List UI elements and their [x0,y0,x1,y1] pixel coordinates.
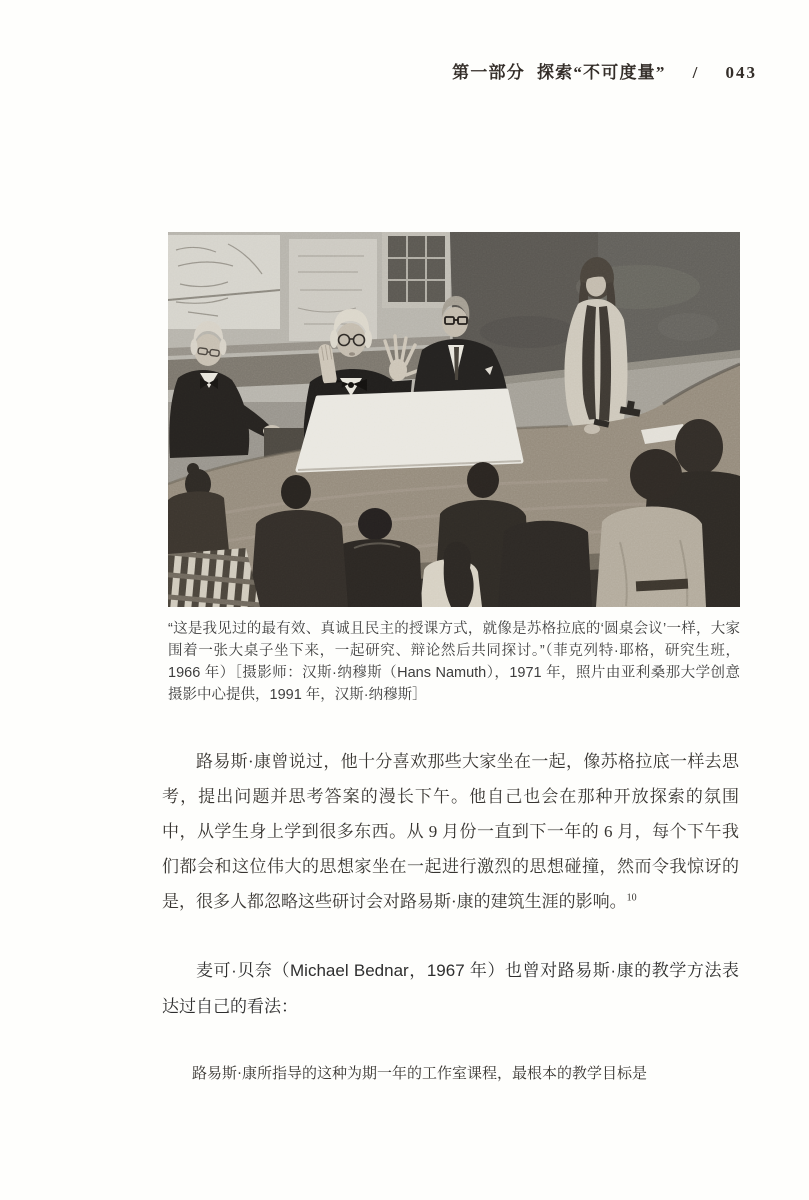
header-section: 第一部分 [452,63,525,82]
header-chapter-title: 探索“不可度量” [536,63,666,82]
seminar-photo [168,232,740,607]
header-page-number: 043 [725,63,757,82]
seminar-photo-illustration [168,232,740,607]
paragraph-kahn-seminars-text: 路易斯·康曾说过，他十分喜欢那些大家坐在一起，像苏格拉底一样去思考，提出问题并思考答案的漫长下午。他自己也会在那种开放探索的氛围中，从学生身上学到很多东西。从 9 月份一直到下一年的 6 月，每个下午我们都会和这位伟大的思想家坐在一起进行激烈的思想碰撞，然而令我惊讶的是，很多人都忽略这些研讨会对路易斯·康的建筑生涯的影响。 [162,752,739,911]
body-text [162,744,739,1089]
paragraph-kahn-seminars [162,744,739,919]
footnote-reference: 10 [626,892,637,904]
paragraph-bednar-quote: 路易斯·康所指导的这种为期一年的工作室课程，最根本的教学目标是 [192,1066,647,1082]
paragraph-bednar-intro: 麦可·贝奈（Michael Bednar，1967 年）也曾对路易斯·康的教学方法表达过自己的看法： [162,961,739,1016]
photo-caption: “这是我见过的最有效、真诚且民主的授课方式，就像是苏格拉底的‘圆桌会议’一样，大家围着一张大桌子坐下来，一起研究、辩论然后共同探讨。”（菲克列特·耶格，研究生班，1966 年）［摄影师：汉斯·纳穆斯（Hans Namuth），1971 年，照片由亚利桑那大学创意摄影中心提供，1991 年，汉斯·纳穆斯］ [168,621,740,703]
header-separator: / [692,63,699,82]
photo-grain-overlay [168,232,740,607]
running-head [452,58,757,83]
photo-figure [168,232,740,706]
